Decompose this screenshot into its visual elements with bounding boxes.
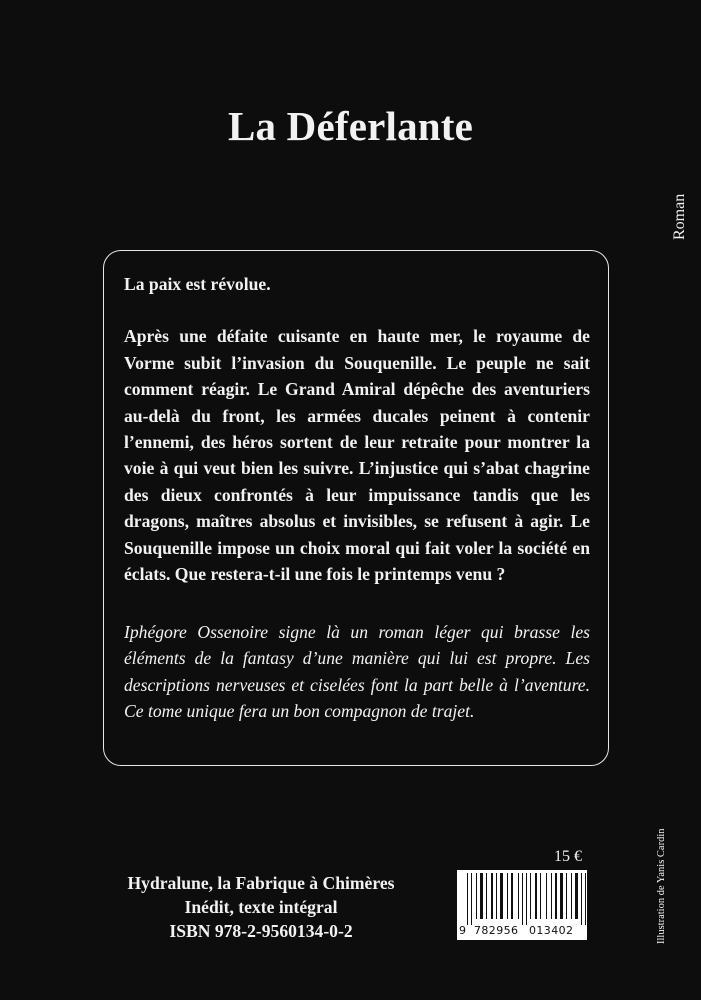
barcode <box>457 870 587 940</box>
barcode-bar <box>571 873 572 919</box>
barcode-lead-digit: 9 <box>459 924 466 937</box>
barcode-bar <box>486 873 487 919</box>
blurb-summary: Après une défaite cuisante en haute mer, le royaume de Vorme subit l’invasion du Souquenille. Le peuple ne sait comment réagir. Le Grand Amiral dépêche des aventuriers au-delà du front, les armées ducales peinent à contenir l’ennemi, des héros sortent de leur retraite pour montrer la voie à qui veut bien les suivre. L’injustice qui s’abat chagrine des dieux confrontés à leur impuissance tandis que les dragons, maîtres absolus et invisibles, se refusent à agir. Le Souquenille impose un choix moral qui fait voler la société en éclats. Que restera-t-il une fois le printemps venu ? <box>124 326 590 585</box>
barcode-bar <box>522 873 523 925</box>
barcode-bar <box>526 873 527 925</box>
barcode-bar <box>585 873 586 925</box>
price-label: 15 € <box>554 848 582 865</box>
barcode-group-right: 013402 <box>529 924 574 937</box>
blurb-box <box>103 250 609 766</box>
publisher-name: Hydralune, la Fabrique à Chimères <box>127 873 395 893</box>
publisher-info <box>108 871 414 943</box>
barcode-bar <box>530 873 531 919</box>
barcode-bar <box>496 873 497 919</box>
barcode-bar <box>518 873 519 919</box>
edition-note: Inédit, texte intégral <box>184 897 338 917</box>
barcode-group-left: 782956 <box>474 924 519 937</box>
blurb-review: Iphégore Ossenoire signe là un roman léger qui brasse les éléments de la fantasy d’une manière qui lui est propre. Les descriptions nerveuses et ciselées font la part belle à l’aventure. Ce tome unique fera un bon compagnon de trajet. <box>124 622 590 722</box>
barcode-bar <box>476 873 477 919</box>
barcode-bar <box>480 873 483 919</box>
barcode-bar <box>507 873 508 919</box>
barcode-bar <box>560 873 563 919</box>
barcode-bar <box>551 873 552 919</box>
barcode-bar <box>471 873 472 925</box>
barcode-bar <box>575 873 578 919</box>
barcode-bar <box>535 873 537 919</box>
barcode-bar <box>546 873 547 919</box>
blurb-text <box>124 271 590 587</box>
genre-label: Roman <box>671 193 688 240</box>
blurb-lead: La paix est révolue. <box>124 274 271 294</box>
barcode-digits <box>457 920 587 940</box>
barcode-bar <box>491 873 493 919</box>
book-title: La Déferlante <box>227 103 474 149</box>
barcode-bar <box>500 873 503 919</box>
barcode-bar <box>555 873 557 919</box>
illustration-credit: Illustration de Yanis Cardin <box>656 828 667 944</box>
barcode-bar <box>511 873 513 919</box>
barcode-bar <box>467 873 468 925</box>
barcode-bar <box>566 873 567 919</box>
barcode-bar <box>581 873 582 925</box>
barcode-bar <box>540 873 541 919</box>
isbn-label: ISBN 978-2-9560134-0-2 <box>169 921 353 941</box>
